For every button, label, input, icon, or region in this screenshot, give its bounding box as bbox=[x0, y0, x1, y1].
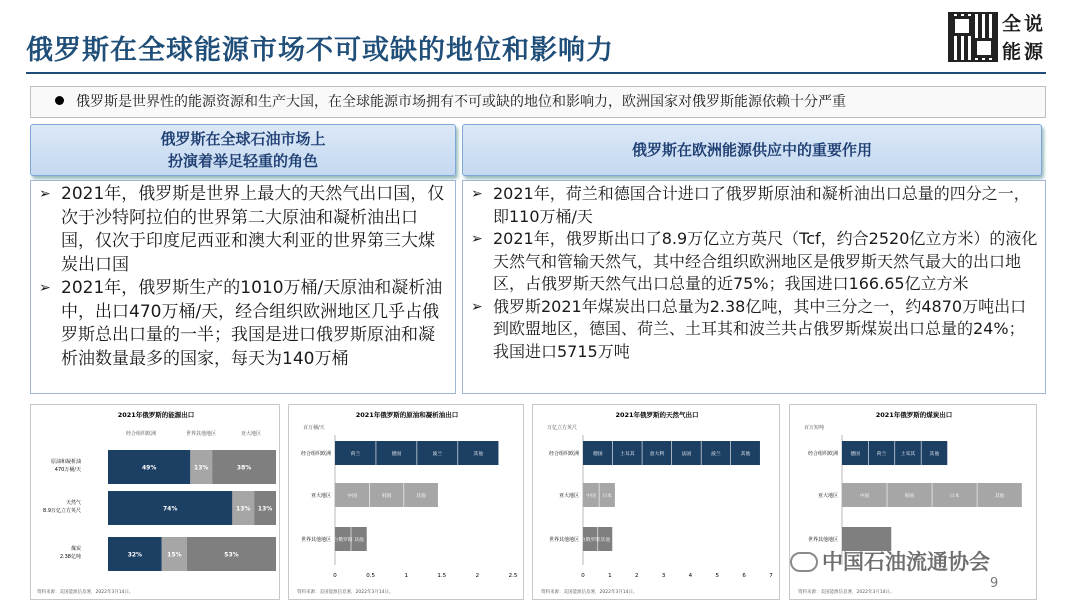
bullet-text: 2021年，俄罗斯出口了8.9万亿立方英尺（Tcf，约合2520亿立方米）的液化天然气和管输天然气，其中经合组织欧洲地区是俄罗斯天然气最大的出口地区，占俄罗斯天然气出口总量的近75%；我国进口166.65亿立方米 bbox=[493, 229, 1038, 293]
x-tick-label: 0 bbox=[581, 573, 585, 579]
logo-char: 源 bbox=[1024, 41, 1044, 63]
logo-text bbox=[1002, 12, 1046, 68]
x-tick-label: 2 bbox=[475, 573, 480, 579]
tick-label: 经合组织欧洲 bbox=[300, 451, 331, 457]
left-header-line2: 扮演着举足轻重的角色 bbox=[167, 152, 318, 170]
page-number: 9 bbox=[990, 576, 999, 591]
title-underline bbox=[26, 72, 1046, 74]
bullet-item bbox=[471, 228, 1039, 296]
bullet-item bbox=[471, 296, 1039, 364]
tick-label: 原油和凝析油 bbox=[50, 459, 81, 465]
data-label: 32% bbox=[127, 551, 143, 559]
x-tick-label: 1 bbox=[404, 573, 408, 579]
bullet-text: 2021年，荷兰和德国合计进口了俄罗斯原油和凝析油出口总量的四分之一，即110万桶/天 bbox=[493, 184, 1030, 226]
segment-label: 波兰 bbox=[432, 452, 443, 457]
x-tick-label: 2.5 bbox=[508, 573, 518, 579]
segment-label: 其他 bbox=[740, 452, 751, 457]
unit-label: 百万短吨 bbox=[804, 425, 825, 431]
data-label: 13% bbox=[236, 505, 251, 513]
tick-label: 470万桶/天 bbox=[54, 467, 81, 473]
segment-label: 韩国 bbox=[381, 494, 392, 499]
bullet-text: 2021年，俄罗斯是世界上最大的天然气出口国，仅次于沙特阿拉伯的世界第二大原油和凝析油出口国，仅次于印度尼西亚和澳大利亚的世界第三大煤炭出口国 bbox=[61, 184, 445, 275]
gas-exports-chart bbox=[532, 404, 780, 600]
source-note: 资料来源：美国能源信息署，2022年3月14日。 bbox=[297, 590, 394, 595]
wechat-icon bbox=[790, 552, 818, 572]
x-tick-label: 4 bbox=[688, 573, 693, 579]
bullet-text: 2021年，俄罗斯生产的1010万桶/天原油和凝析油中，出口470万桶/天，经合组织欧洲地区几乎占俄罗斯总出口量的一半；我国是进口俄罗斯原油和凝析油数量最多的国家，每天为140万桶 bbox=[61, 278, 443, 369]
logo-char: 说 bbox=[1024, 13, 1044, 35]
segment-label: 其他 bbox=[416, 494, 426, 499]
tick-label: 天然气 bbox=[65, 500, 81, 506]
source-note: 资料来源：美国能源信息署，2022年3月14日。 bbox=[541, 590, 638, 595]
x-tick-label: 6 bbox=[742, 573, 746, 579]
segment-label: 德国 bbox=[391, 452, 402, 457]
chart-svg bbox=[533, 405, 780, 600]
segment-label: 荷兰 bbox=[350, 452, 361, 457]
arrow-bullet-icon: ➢ bbox=[471, 186, 483, 202]
intro-banner bbox=[30, 86, 1046, 118]
unit-label: 百万桶/天 bbox=[303, 425, 325, 431]
x-tick-label: 0.5 bbox=[366, 573, 375, 579]
tick-label: 世界其他地区 bbox=[300, 537, 331, 543]
left-bullet-box bbox=[30, 180, 456, 394]
bullet-item bbox=[471, 183, 1039, 228]
left-section-header bbox=[30, 124, 456, 176]
tick-label: 2.38亿吨 bbox=[59, 554, 81, 560]
bullet-text: 俄罗斯2021年煤炭出口总量为2.38亿吨，其中三分之一，约4870万吨出口到欧盟地区，德国、荷兰、土耳其和波兰共占俄罗斯煤炭出口总量的24%；我国进口5715万吨 bbox=[493, 296, 1027, 361]
watermark-text: 中国石油流通协会 bbox=[822, 550, 990, 574]
logo-char: 能 bbox=[1002, 41, 1022, 63]
chart-svg bbox=[31, 405, 280, 600]
tick-label: 世界其他地区 bbox=[548, 537, 579, 543]
segment-label: 土耳其 bbox=[900, 452, 916, 457]
logo-char: 全 bbox=[1002, 13, 1022, 35]
segment-label: 中国 bbox=[347, 494, 358, 499]
bullet-dot-icon bbox=[55, 96, 64, 105]
intro-text: 俄罗斯是世界性的能源资源和生产大国，在全球能源市场拥有不可或缺的地位和影响力，欧洲国家对俄罗斯能源依赖十分严重 bbox=[76, 94, 846, 110]
chart-svg bbox=[289, 405, 524, 600]
segment-label: 其他 bbox=[473, 452, 484, 457]
right-section-header: 俄罗斯在欧洲能源供应中的重要作用 bbox=[462, 124, 1042, 176]
segment-label: 白俄罗斯 bbox=[333, 538, 353, 543]
data-label: 74% bbox=[162, 505, 178, 513]
data-label: 53% bbox=[224, 551, 239, 559]
segment-label: 日本 bbox=[949, 494, 960, 499]
energy-exports-chart bbox=[30, 404, 280, 600]
arrow-bullet-icon: ➢ bbox=[471, 298, 483, 315]
arrow-bullet-icon: ➢ bbox=[471, 231, 483, 247]
tick-label: 经合组织欧洲 bbox=[548, 451, 579, 457]
tick-label: 亚大地区 bbox=[817, 493, 838, 499]
bullet-item bbox=[39, 183, 449, 277]
watermark bbox=[790, 546, 990, 576]
data-label: 13% bbox=[257, 505, 273, 513]
segment-label: 波兰 bbox=[711, 452, 721, 457]
chart-title: 2021年俄罗斯的原油和凝析油出口 bbox=[355, 411, 459, 419]
brand-logo bbox=[948, 12, 1048, 68]
segment-label: 其他 bbox=[929, 452, 940, 457]
legend-label: 经合组织欧洲 bbox=[125, 431, 157, 437]
x-tick-label: 1 bbox=[608, 573, 612, 579]
legend-label: 亚大地区 bbox=[240, 431, 262, 437]
chart-title: 2021年俄罗斯的天然气出口 bbox=[615, 411, 699, 419]
arrow-bullet-icon: ➢ bbox=[39, 280, 51, 296]
qr-code-icon bbox=[948, 12, 998, 62]
segment-label: 德国 bbox=[850, 452, 860, 457]
segment-label: 意大利 bbox=[649, 452, 665, 457]
unit-label: 万亿立方英尺 bbox=[547, 425, 578, 431]
source-note: 资料来源：美国能源信息署，2022年3月14日。 bbox=[37, 590, 134, 595]
data-label: 49% bbox=[141, 464, 157, 472]
source-note: 资料来源：美国能源信息署，2022年3月14日。 bbox=[798, 590, 895, 595]
segment-label: 其他 bbox=[354, 538, 364, 543]
x-tick-label: 0 bbox=[333, 573, 337, 579]
data-label: 15% bbox=[167, 551, 182, 559]
chart-title: 2021年俄罗斯的煤炭出口 bbox=[875, 411, 953, 419]
arrow-bullet-icon: ➢ bbox=[39, 186, 51, 202]
segment-label: 德国 bbox=[592, 452, 603, 457]
segment-label: 日本 bbox=[602, 494, 612, 499]
segment-label: 白俄罗斯 bbox=[580, 538, 600, 543]
chart-title: 2021年俄罗斯的能源出口 bbox=[117, 411, 195, 419]
segment-label: 中国 bbox=[859, 494, 870, 499]
data-label: 38% bbox=[236, 464, 252, 472]
right-bullet-box bbox=[462, 180, 1046, 394]
segment-label: 其他 bbox=[600, 538, 610, 543]
data-label: 13% bbox=[194, 464, 209, 472]
slide-title: 俄罗斯在全球能源市场不可或缺的地位和影响力 bbox=[26, 35, 614, 66]
segment-label: 土耳其 bbox=[620, 452, 635, 457]
legend-label: 世界其他地区 bbox=[185, 431, 217, 437]
segment-label: 中国 bbox=[586, 494, 596, 499]
tick-label: 世界其他地区 bbox=[807, 537, 838, 543]
segment-label: 韩国 bbox=[904, 494, 915, 499]
tick-label: 亚大地区 bbox=[310, 493, 331, 499]
x-tick-label: 7 bbox=[769, 573, 773, 579]
tick-label: 8.9万亿立方英尺 bbox=[43, 508, 81, 514]
tick-label: 煤炭 bbox=[70, 546, 81, 552]
x-tick-label: 3 bbox=[661, 573, 666, 579]
left-header-line1: 俄罗斯在全球石油市场上 bbox=[160, 130, 326, 148]
tick-label: 亚大地区 bbox=[558, 493, 579, 499]
x-tick-label: 1.5 bbox=[437, 573, 447, 579]
tick-label: 经合组织欧洲 bbox=[807, 451, 838, 457]
x-tick-label: 2 bbox=[634, 573, 639, 579]
oil-exports-chart bbox=[288, 404, 524, 600]
bullet-item bbox=[39, 277, 449, 371]
segment-label: 其他 bbox=[994, 494, 1005, 499]
segment-label: 法国 bbox=[681, 452, 692, 457]
x-tick-label: 5 bbox=[715, 573, 720, 579]
segment-label: 荷兰 bbox=[876, 452, 887, 457]
